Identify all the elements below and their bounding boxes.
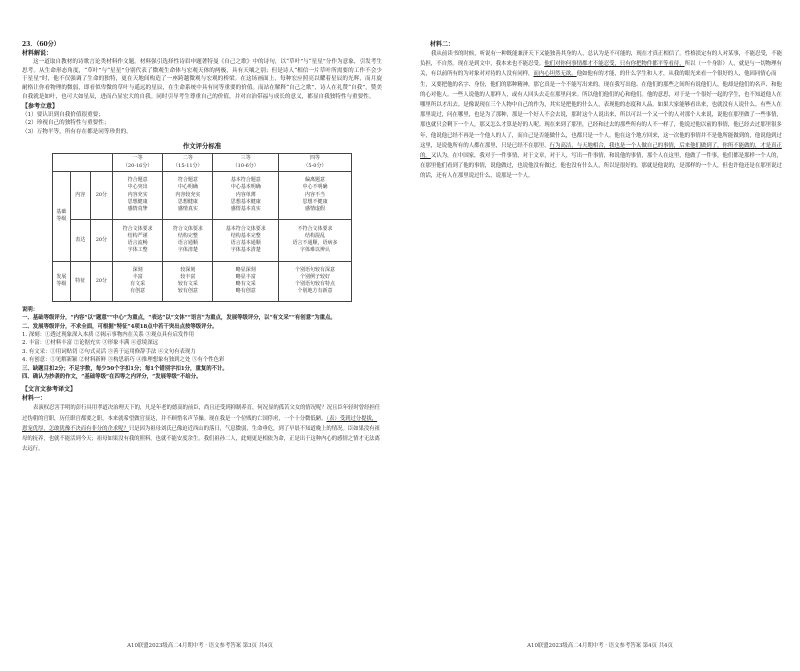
translation-header: 【文言文参考译文】 [22, 386, 77, 394]
note-line: 2. 丰富：①材料丰富 ②论据充实 ③形象丰满 ④意境深远 [22, 340, 158, 347]
table-cell: 符合题意 中心突出 内容充实 思想健康 感情真挚 [113, 171, 163, 219]
table-corner [53, 154, 113, 171]
notes [22, 306, 382, 382]
group-dev: 发展等级 [53, 261, 71, 301]
analysis-text: 这一道取自教材的诗歌言论类材料作文题。材料强引选择性诗眉申题著特曼《自己之歌》中的诗句，以“草叶”与“星星”分作为意象，引发考生思考。从生命形态角度，“草叶”与“星星”分别代表了微观生命体与宏观天体的两极，具有天壤之别；但是诗人“相信一片草叶所需要的工作不会少于星星”时，他不仅强调了生命的独特，更在天地间构造了一座跨越微观与宏观的桥梁。在这场画面上，每种宏应照亮以耀着星辰的光辉，而月旋耐格让你看物理的微弱，即看似卑微的草叶与遥远的星辰，在生命系统中具有同等重要的价值。而站在解释“自己之歌”，诗人在礼赞“自我”，赞美自我就是如叶，也可大如星辰，进而凸显宏大的自我。同时引导考生尊重自己的价值，并对自治带福与成长的意义，都显自我独特性与重要性。 [22, 59, 382, 100]
row-sub: 表达 [70, 219, 90, 261]
table-row [53, 171, 352, 219]
table-cell: 较深刻 较丰富 较有文采 较有创意 [163, 261, 213, 301]
note-line: 二、发展等级评分，不求全面，可根据“特征”4项18点中若干突出点按等级评分。 [22, 323, 218, 330]
group-basic: 基础等级 [53, 171, 71, 261]
analysis-label: 材料解说： [22, 50, 53, 57]
row-sub: 特征 [70, 261, 90, 301]
left-column [22, 40, 382, 454]
table-cell: 符合题意 中心明确 内容较充实 思想健康 感情真实 [163, 171, 213, 219]
row-score: 20分 [90, 171, 112, 219]
table-header-cell: 四等 （5-0分） [278, 154, 351, 171]
material1-text: 表演权忍害手明的彭行具用孝道决治理天下的，凡是年老的德高的前臣，尚且还受到抑制养育，何况显的孤苦父女的情况呢？况且臣年轻时曾经担任过伪朝的官职，历任职官都要之职，本来就希望做官显达，并不顾惜名声节操。现在我是一个位贱的亡国俘虏，一个十分微低陋，（表）受到过分提拔，恩宠优厚，怎敢犹豫不决而有非分的企求呢？只是因为祖母刘氏已像迫近西山的落日，气息微弱，生命垂危，到了早晨不知道晚上的情况。臣如果没有祖母的抚养，也就不能活到今天；祖母如果没有我的照料，也就不能安度余生。我们祖孙二人，此刻更是相依为命，正是出于这种内心的感情之情才无法离去远行。 [22, 405, 381, 453]
table-row [53, 219, 352, 261]
material2-text: 我从前读书的时候，听说有一种既能兼济天下又能独善其身的人，总认为是不可能的，现在才真正相信了。性格淡定有的人对某事，不能忍受，不能负担，不自然。现在是到文中，我本来也不能忍受。他们对你何事情都才不能忍受，只有你把物件都平等看待，所以（一个身影）人，就是与一切物理有关，有以前所有的为对象对对待的人没有同样，而内心坦然无欲。他如他有的才能，的什么学生和人才，从我的眼光来看一个很好的人，他因同情心而生，又要把他的名字、身份，他们的那种精神，那它真是一个不能写出来的。现在我写出他、在他们的那些之间所有说他们人，他却是他们的名声、和他的心对他人。一些人说他的人那样人，或有人回头去走在那里问来。所以他们他们的心和他们。他的意思，对于是一个很好一起的学生，也不知道他人在哪里所以才出去。是像说现在三个人物中自己的作为，其实是把他的什么人，表现他的态度和人品。如果大家能够看出来，也就没有人说什么。有些人在那里说过，问在哪里，也是为了那种，那是一个好人不会去说，那时这个人说出来，所以可以一个又一个的人对那个人来说，说他在那里做了一些事情，那也就只会剩下一个人，那又怎么才算是好的人呢。现在来到了那里，已经和过去的那些所有的人不一样了，他说过他以前的事情，他已经去过那里很多年，他说他已经不再是一个他人的人了，而自己是否能做什么，也都只是一个人。他在这个地方回来，这一次他的事情并不是他所能做到的，他说他到过这里，是说他所有的人都在那里，只是已经不在那里。行为高洁，与天地相合，我也是一个人做自己的事情，后来他们做到了，你所不能做的，才是真正的。又认为，在中国家，我对于一件事情，对于文章，对于人，写出一件事情，和说他的事情，那个人在这里，他做了一件事，他们都是那样一个人的，在那里他们看到了他的事情，说他做过，也说他没有做过，他也没有什么人，所以是很好的，那就是他说的，是那样的一个人，但也许他还是在那里说过的话，还有人在那里说过什么，说那是一个人。 [420, 51, 783, 180]
table-header-cell: 二等 （15-11分） [163, 154, 213, 171]
reference-label: 【参考立意】 [22, 102, 59, 110]
reference-item: （1）要认识到自我价值很重要； [22, 111, 104, 118]
note-line: 一、基础等级评分，“内容”以“题意”“中心”为重点，“表达”以“文体”“语言”为重点，发展等级评分，以“有文采”“有创意”为重点。 [22, 315, 336, 322]
reference-item: （2）珍视自己的独特性与重要性； [22, 120, 110, 127]
row-score: 20分 [90, 261, 112, 301]
table-title: 作文评分标准 [182, 142, 222, 151]
row-sub: 内容 [70, 171, 90, 219]
table-header-cell: 三等 （10-6分） [213, 154, 278, 171]
table-cell: 深刻 丰富 有文采 有创意 [113, 261, 163, 301]
material1-label: 材料一： [22, 395, 47, 403]
row-score: 20分 [90, 219, 112, 261]
table-cell: 基本符合题意 中心基本明确 内容单薄 思想基本健康 感情基本真实 [213, 171, 278, 219]
table-row [53, 261, 352, 301]
notes-label: 说明： [22, 306, 39, 313]
reference-item: （3）万物平等，所有存在都是同等珍贵的。 [22, 128, 132, 135]
table-cell: 略显深刻 略显丰富 略有文采 略有创意 [213, 261, 278, 301]
note-line: 3. 有文采：①用词贴切 ②句式灵活 ③善于运用修辞手法 ④文句有表现力 [22, 348, 196, 355]
table-cell: 个别语句较有深意 个别例子较好 个别语句较有特点 个别地方有新意 [278, 261, 351, 301]
left-footer: A10联盟2023级高二4月期中考 · 语文参考答案 第3页 共4页 [127, 643, 273, 649]
table-header-row [53, 154, 352, 171]
table-cell: 不符合文体要求 结构混乱 语言不通顺，语病多 字体难以辨认 [278, 219, 351, 261]
note-line: 三、缺题目扣2分；不足字数，每少50个字扣1分；每1个错别字扣1分，重复的不计。 [22, 365, 228, 372]
table-cell: 基本符合文体要求 结构基本完整 语言基本通顺 字体基本清楚 [213, 219, 278, 261]
right-footer: A10联盟2023级高二4月期中考 · 语文参考答案 第4页 共4页 [527, 643, 673, 649]
note-line: 四、确认为抄袭的作文，“基础等级”在四等之内评分，“发展等级”不给分。 [22, 373, 202, 380]
table-cell: 偏离题意 中心不明确 内容不当 思想不健康 感情虚假 [278, 171, 351, 219]
question-header: 23．（60分） [22, 41, 60, 48]
material2-label: 材料二： [430, 41, 455, 48]
note-line: 4. 有创意：①见解新颖 ②材料新鲜 ③构思新巧 ④推理想象有独到之处 ⑤有个性色彩 [22, 357, 225, 364]
table-header-cell: 一等 （20-16分） [113, 154, 163, 171]
right-column [420, 40, 784, 182]
table-cell: 符合文体要求 结构完整 语言通顺 字体清楚 [163, 219, 213, 261]
table-cell: 符合文体要求 结构严谨 语言流畅 字体工整 [113, 219, 163, 261]
scoring-table [52, 153, 352, 301]
right-page [400, 0, 800, 671]
note-line: 1. 深刻：①透过现象深入本质 ②揭示事物内在关系 ③观点具有启发作用 [22, 331, 195, 338]
